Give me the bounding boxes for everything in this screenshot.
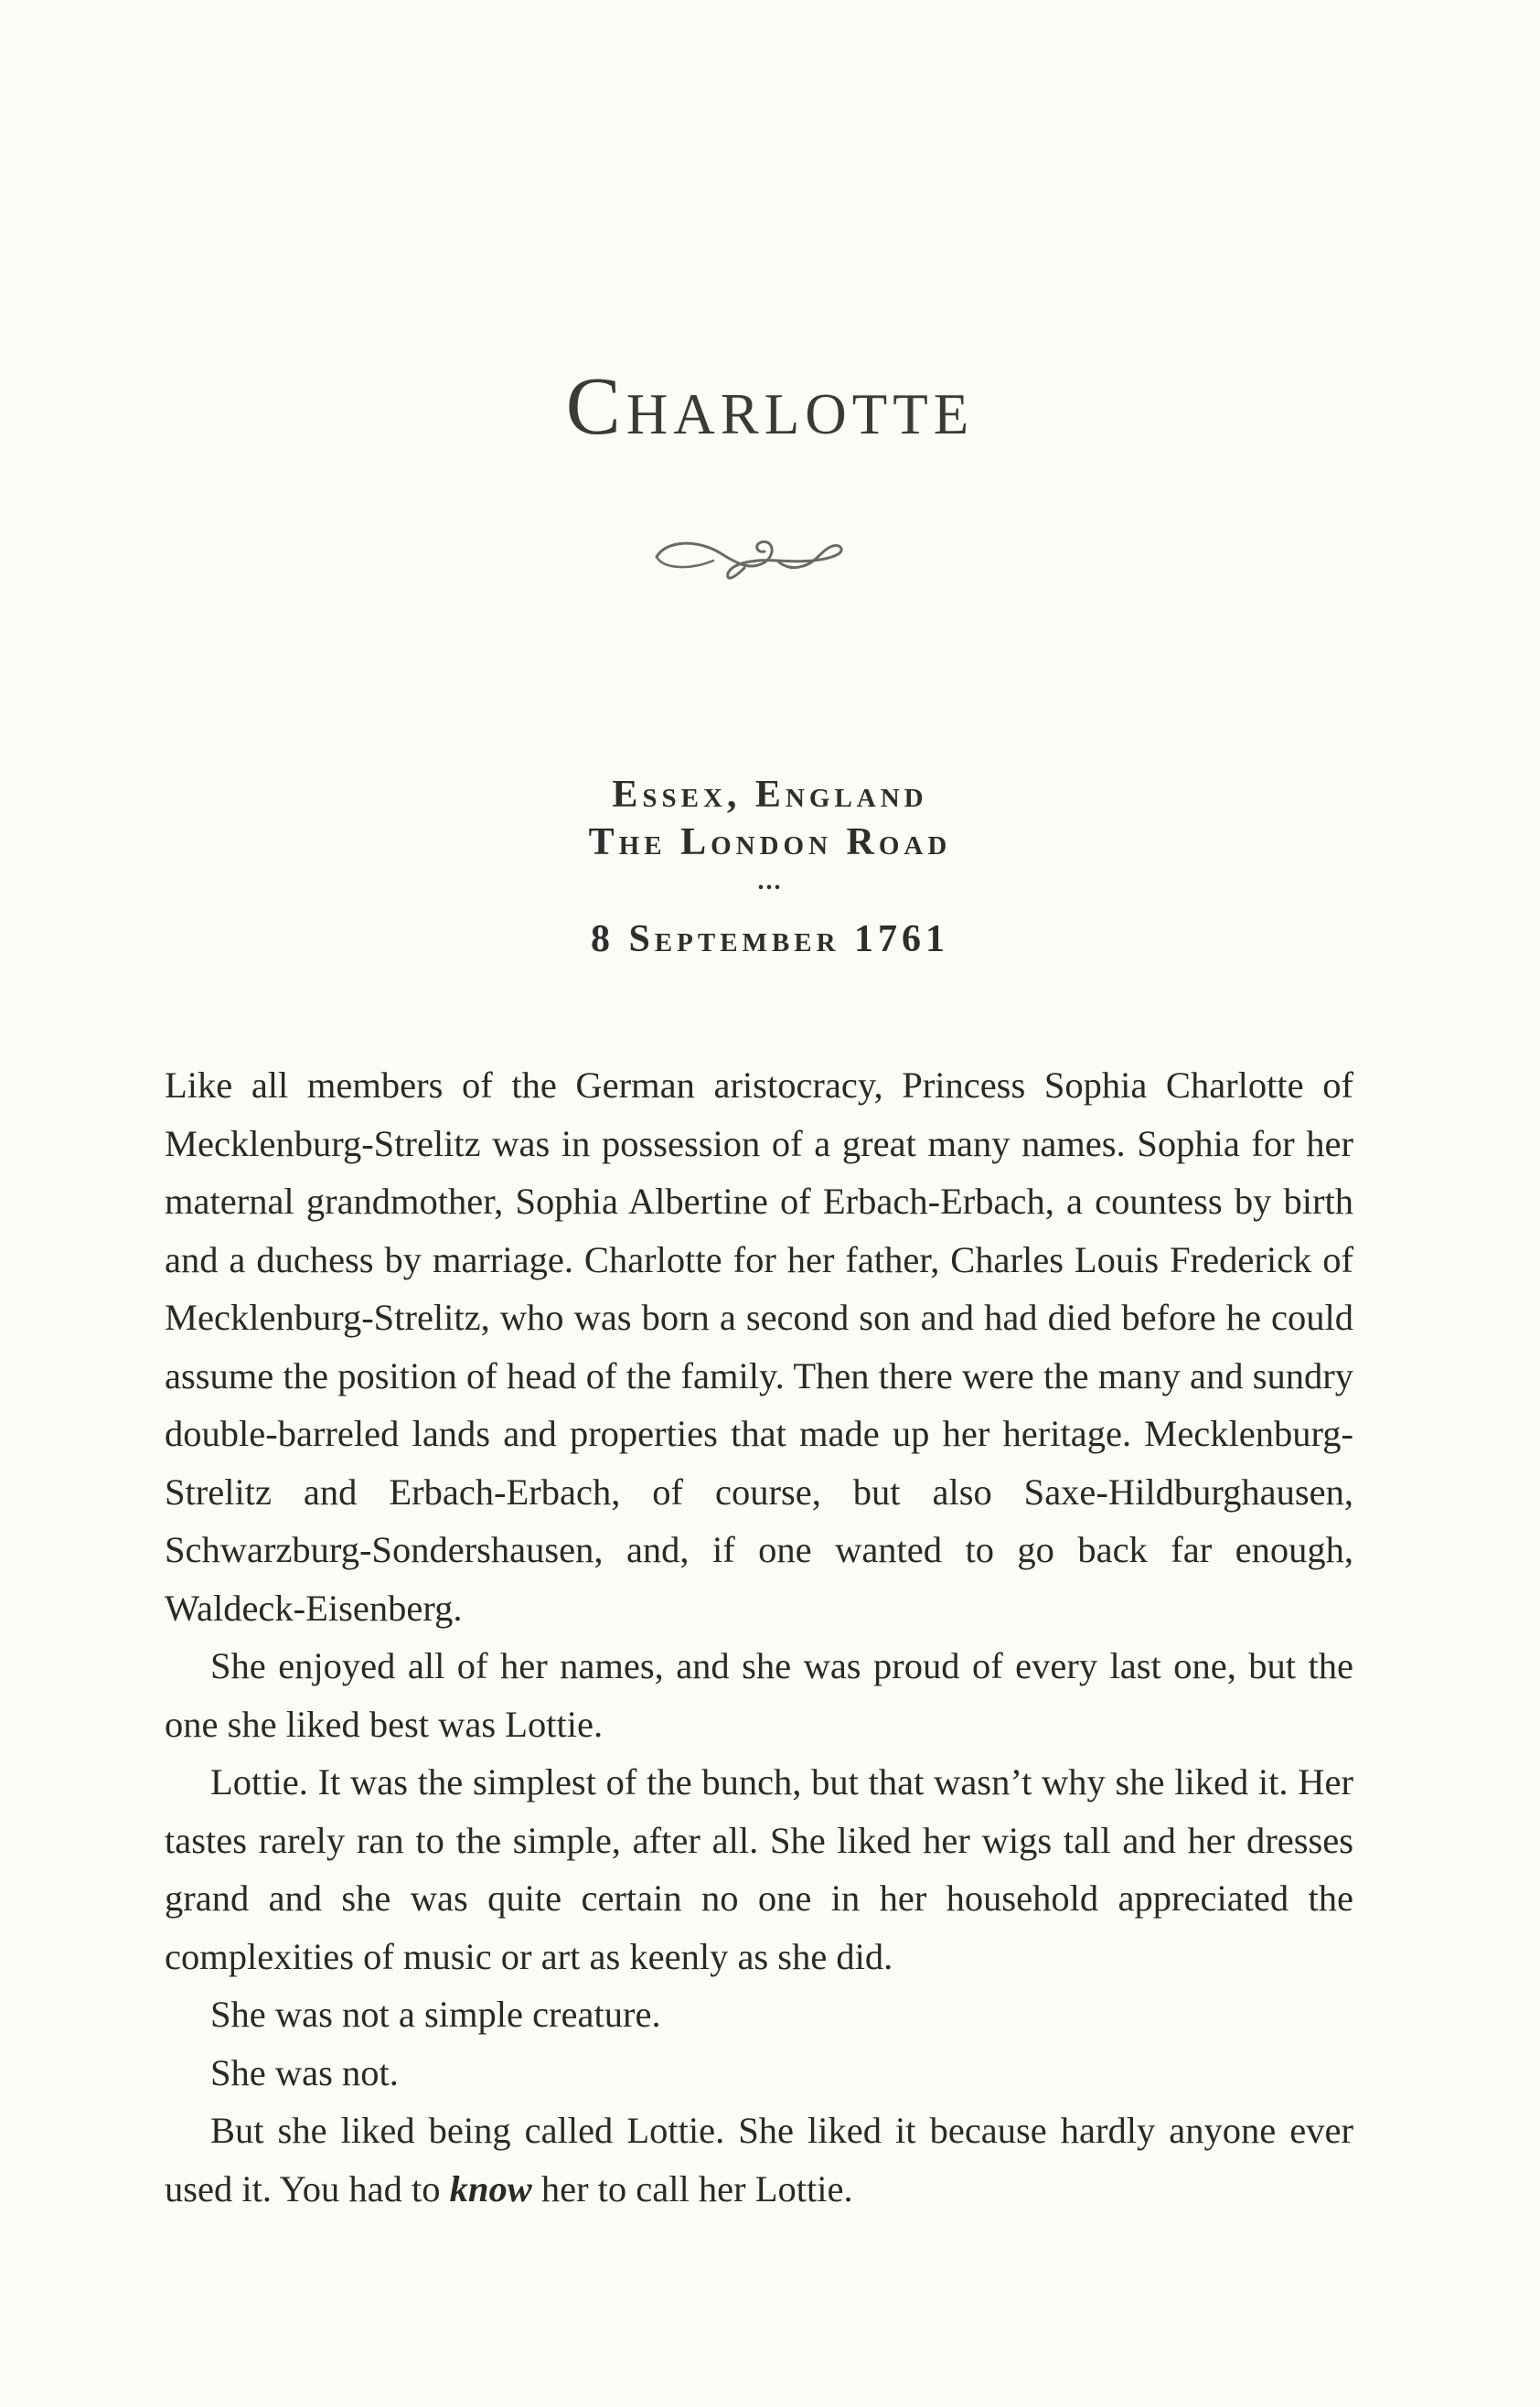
dateline-separator: ... xyxy=(757,867,783,895)
chapter-body xyxy=(165,1056,1353,2218)
emphasized-word: know xyxy=(449,2167,532,2209)
paragraph: She enjoyed all of her names, and she was proud of every last one, but the one she liked best was Lottie. xyxy=(165,1645,1353,1745)
paragraph: Like all members of the German aristocracy, Princess Sophia Charlotte of Mecklenburg-Strelitz was in possession of a great many names. Sophia for her maternal grandmother, Sophia Albertine of Erbach-Erbach, a countess by birth and a duchess by marriage. Charlotte for her father, Charles Louis Frederick of Mecklenburg-Strelitz, who was born a second son and had died before he could assume the position of head of the family. Then there were the many and sundry double-barreled lands and properties that made up her heritage. Mecklenburg-Strelitz and Erbach-Erbach, of course, but also Saxe-Hildburghausen, Schwarzburg-Sondershausen, and, if one wanted to go back far enough, Waldeck-Eisenberg. xyxy=(165,1064,1353,1629)
paragraph: She was not. xyxy=(210,2051,399,2093)
dateline-road: The London Road xyxy=(588,821,952,863)
flourish-ornament-icon xyxy=(649,517,852,592)
dateline-date: 8 September 1761 xyxy=(590,918,950,960)
paragraph: Lottie. It was the simplest of the bunch, but that wasn’t why she liked it. Her tastes rarely ran to the simple, after all. She liked her wigs tall and her dresses grand and she was quite certain no one in her household appreciated the complexities of music or art as keenly as she did. xyxy=(165,1761,1353,1977)
paragraph-text: But she liked being called Lottie. She liked it because hardly anyone ever used it. You had to xyxy=(165,2110,1353,2209)
paragraph-text: her to call her Lottie. xyxy=(531,2167,853,2209)
paragraph xyxy=(165,2102,1353,2218)
paragraph: She was not a simple creature. xyxy=(210,1994,661,2035)
dateline-place: Essex, England xyxy=(612,774,928,816)
chapter-title: Charlotte xyxy=(565,361,975,452)
